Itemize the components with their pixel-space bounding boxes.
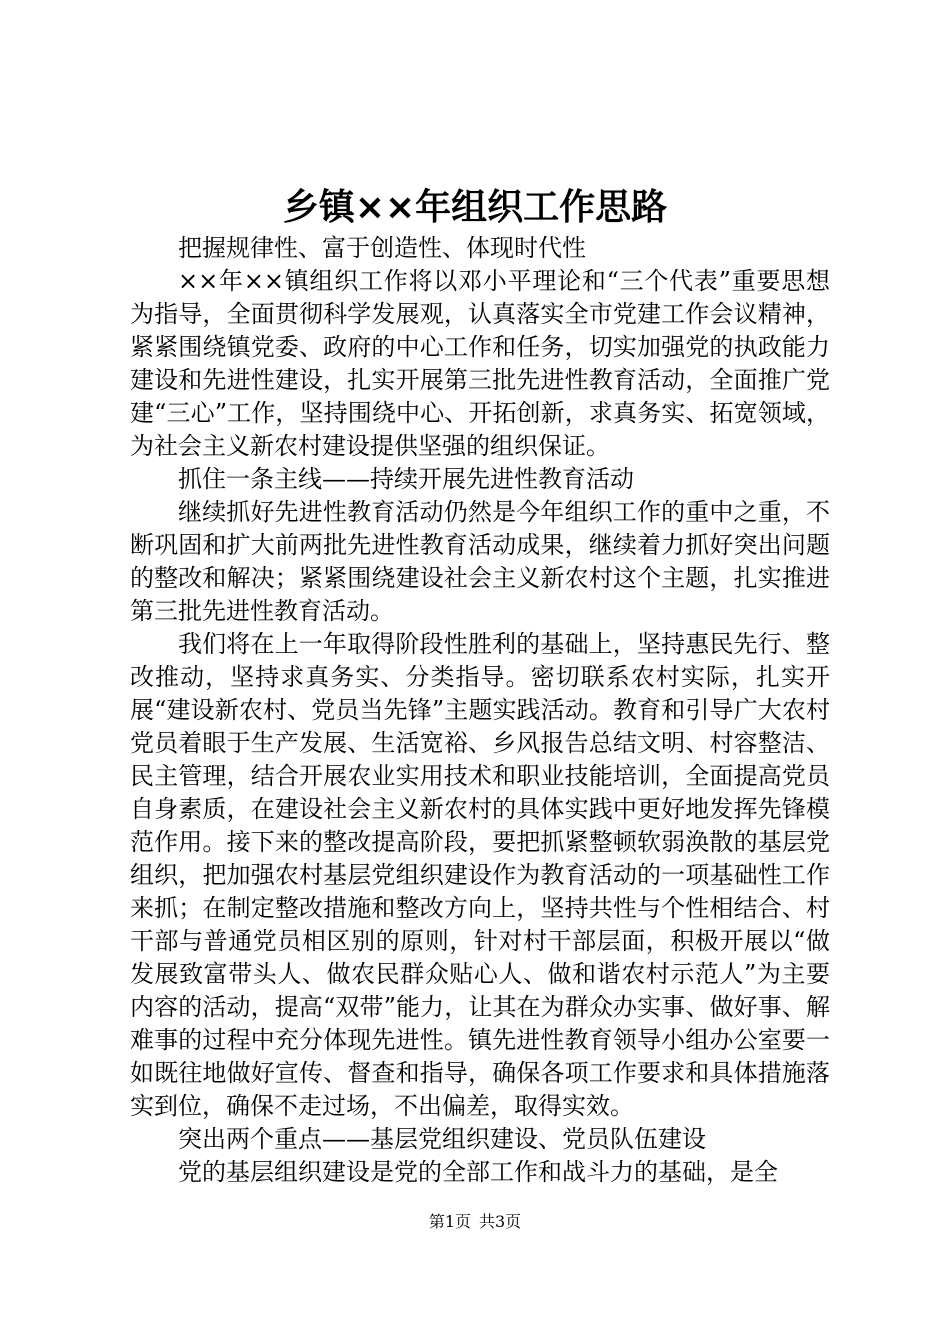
- page-total: 共3页: [479, 1212, 522, 1231]
- document-body: [130, 232, 830, 1189]
- paragraph-practice: 我们将在上一年取得阶段性胜利的基础上，坚持惠民先行、整改推动，坚持求真务实、分类指导。密切联系农村实际，扎实开展“建设新农村、党员当先锋”主题实践活动。教育和引导广大农村党员着眼于生产发展、生活宽裕、乡风报告总结文明、村容整洁、民主管理，结合开展农业实用技术和职业技能培训，全面提高党员自身素质，在建设社会主义新农村的具体实践中更好地发挥先锋模范作用。接下来的整改提高阶段，要把抓紧整顿软弱涣散的基层党组织，把加强农村基层党组织建设作为教育活动的一项基础性工作来抓；在制定整改措施和整改方向上，坚持共性与个性相结合、村干部与普通党员相区别的原则，针对村干部层面，积极开展以“做发展致富带头人、做农民群众贴心人、做和谐农村示范人”为主要内容的活动，提高“双带”能力，让其在为群众办实事、做好事、解难事的过程中充分体现先进性。镇先进性教育领导小组办公室要一如既往地做好宣传、督查和指导，确保各项工作要求和具体措施落实到位，确保不走过场，不出偏差，取得实效。: [130, 630, 830, 1120]
- page-number: 第1页: [428, 1212, 471, 1231]
- document-title: 乡镇××年组织工作思路: [282, 187, 668, 228]
- paragraph-grassroots: 党的基层组织建设是党的全部工作和战斗力的基础，是全: [178, 1158, 778, 1186]
- page-footer: [0, 1210, 950, 1234]
- heading-two-focuses: 突出两个重点——基层党组织建设、党员队伍建设: [178, 1125, 706, 1153]
- paragraph-education-activity: 继续抓好先进性教育活动仍然是今年组织工作的重中之重，不断巩固和扩大前两批先进性教育活动成果，继续着力抓好突出问题的整改和解决；紧紧围绕建设社会主义新农村这个主题，扎实推进第三批先进性教育活动。: [130, 498, 830, 625]
- paragraph-theme: 把握规律性、富于创造性、体现时代性: [178, 234, 586, 262]
- paragraph-overview: ××年××镇组织工作将以邓小平理论和“三个代表”重要思想为指导，全面贯彻科学发展观，认真落实全市党建工作会议精神，紧紧围绕镇党委、政府的中心工作和任务，切实加强党的执政能力建设和先进性建设，扎实开展第三批先进性教育活动，全面推广党建“三心”工作，坚持围绕中心、开拓创新，求真务实、拓宽领域，为社会主义新农村建设提供坚强的组织保证。: [130, 267, 830, 460]
- heading-main-line: 抓住一条主线——持续开展先进性教育活动: [178, 465, 634, 493]
